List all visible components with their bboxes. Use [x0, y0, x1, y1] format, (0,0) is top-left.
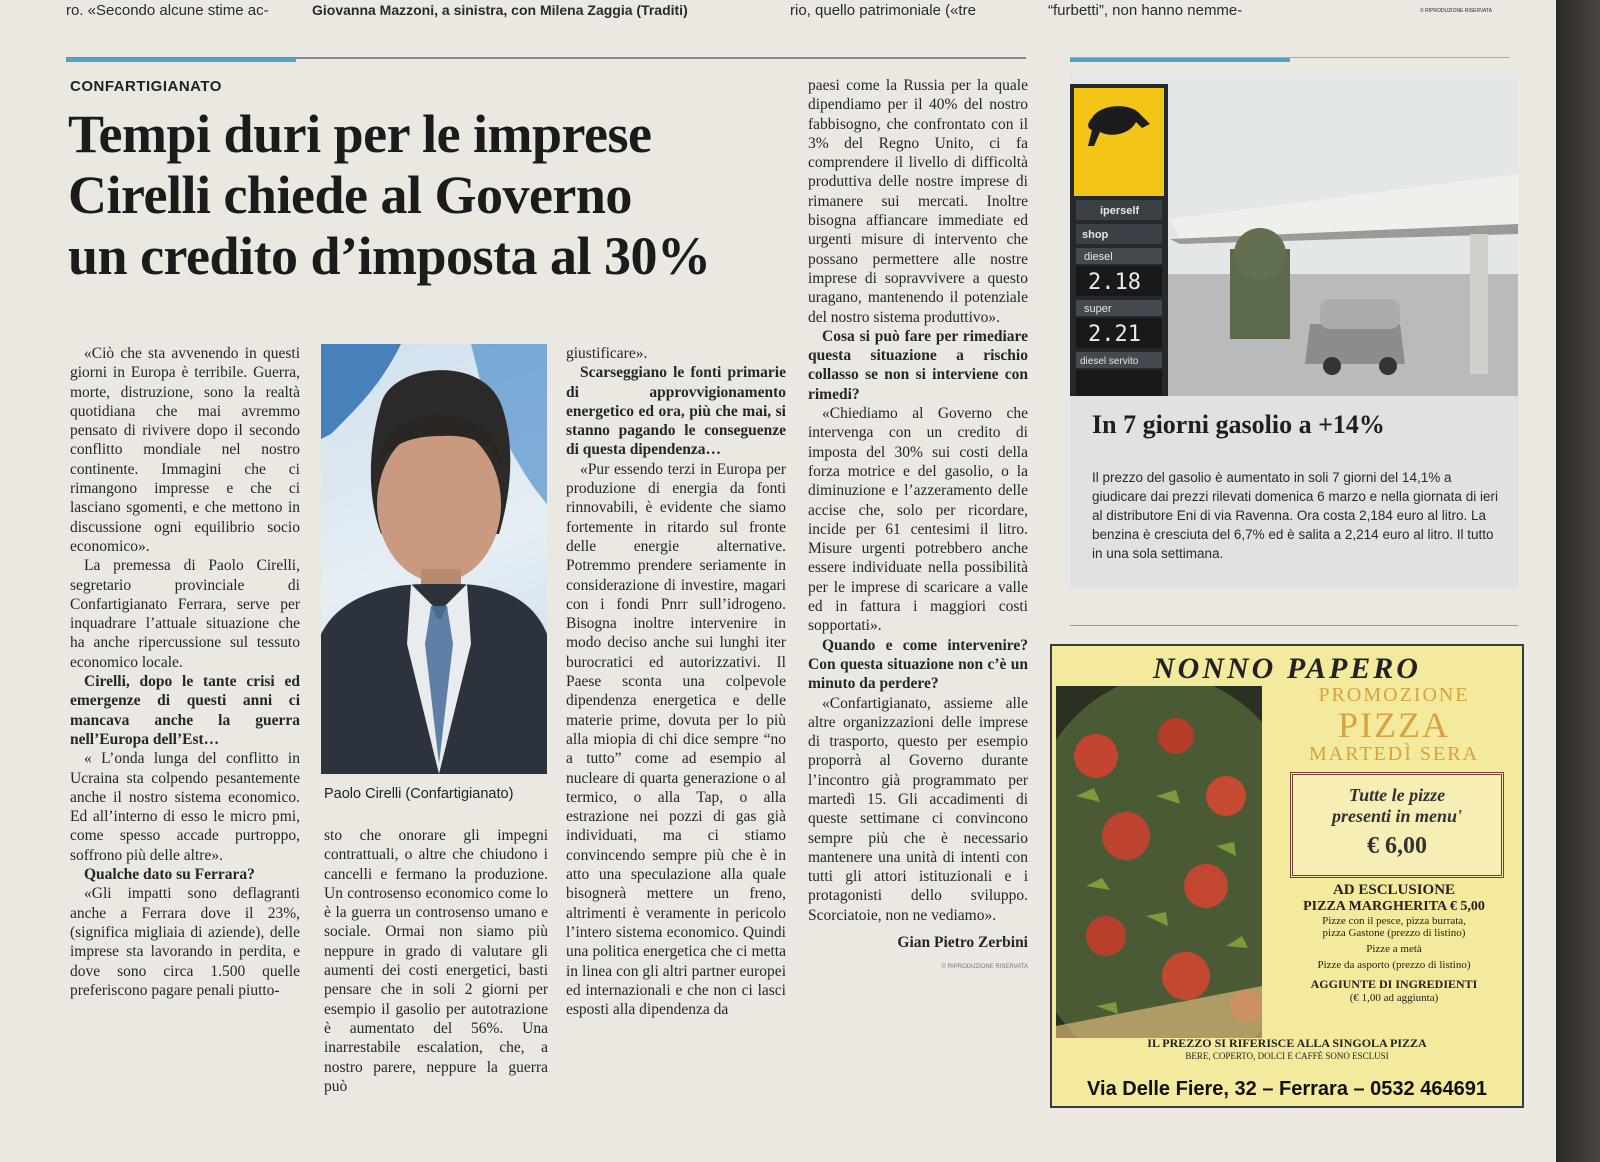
- article-paragraph: «Pur essendo terzi in Europa per produzione di energia da fonti rinnovabili, è evidente che siamo fortemente in ritardo sul fronte delle energie alternative. Potremmo prendere seriamente in considerazione di investire, magari con i fondi Pnrr sull’idrogeno. Bisogna inoltre intervenire in modo deciso anche sui lunghi iter burocratici ed autorizzativi. Il Paese sconta una colpevole dipendenza energetica e delle materie prime, dovuta per lo più alla miopia di chi dice sempre “no a tutto” come ad esempio al nucleare di quarta generazione o al termico, o alla Tap, o alla estrazione nei pozzi di gas già individuati, ma ci stiamo convincendo sempre più che è in atto una speculazione alla quale bisognerà mettere un freno, altrimenti è veramente in pericolo l’intero sistema economico. Quindi una politica energetica che ci metta in linea con gli altri partner europei ed internazionali e che non ci lasci esposti alla dipendenza da: [566, 460, 786, 1019]
- sign-diesel-price: 2.18: [1088, 270, 1141, 295]
- sign-shop1: iperself: [1100, 205, 1140, 217]
- pizza-illustration: [1056, 686, 1262, 1038]
- sign-servito-label: diesel servito: [1080, 356, 1139, 367]
- ad-foot-2: BERE, COPERTO, DOLCI E CAFFÈ SONO ESCLUSI: [1185, 1051, 1389, 1061]
- ad-frame-price: € 6,00: [1367, 833, 1427, 859]
- article-signature: Gian Pietro Zerbini: [897, 934, 1028, 952]
- top-fragment: rio, quello patrimoniale («tre: [790, 2, 976, 19]
- article-paragraph: paesi come la Russia per la quale dipendiamo per il 40% del nostro fabbisogno, che confrontato con il 3% del Regno Unito, ci fa comprendere il livello di difficoltà produttiva delle nostre imprese di rimanere sui mercati. Inoltre bisogna affiancare immediate ed urgenti misure di intervento che possano permettere alle nostre imprese di sopravvivere a questo uragano, mantenendo il potenziale del nostro sistema produttivo».: [808, 77, 1028, 326]
- top-fragment: “furbetti”, non hanno nemme-: [1048, 2, 1243, 19]
- gas-station-illustration: [1070, 74, 1518, 396]
- ad-excl-5: Pizze a metà: [1366, 943, 1422, 955]
- ad-excl-3: Pizze con il pesce, pizza burrata,: [1322, 915, 1466, 927]
- headline-line: Cirelli chiede al Governo: [68, 165, 632, 225]
- ad-title: NONNO PAPERO: [1153, 652, 1421, 685]
- sign-diesel-label: diesel: [1084, 251, 1113, 263]
- article-paragraph: «Ciò che sta avvenendo in questi giorni in Europa è terribile. Guerra, morte, distruzione, sono la realtà quotidiana che mai avremmo pensato di rivivere dopo il secondo conflitto mondiale nel nostro continente. Immagini che ci rimangono impresse e che ci lasciano sgomenti, e che mettono in discussione ogni equilibrio socio economico».: [70, 345, 300, 555]
- top-fragment: Giovanna Mazzoni, a sinistra, con Milena Zaggia (Traditi): [312, 2, 688, 18]
- article-paragraph: sto che onorare gli impegni contrattuali, o altre che chiudono i cancelli e fermano la produzione. Un controsenso economico come lo è la guerra un controsenso umano e sociale. Ormai non siamo più neppure in grado di valutare gli aumenti dei costi energetici, basti pensare che in soli 2 giorni per esempio il gasolio per autotrazione è aumentato del 56%. Una inarrestabile escalation, che, a nostro parere, neppure la guerra può: [324, 827, 548, 1095]
- ad-price-frame: [1290, 772, 1504, 878]
- ad-info: [1264, 882, 1524, 1004]
- ad-excl-6: Pizze da asporto (prezzo di listino): [1317, 959, 1471, 971]
- ad-separator: [1070, 625, 1518, 626]
- article-kicker: CONFARTIGIANATO: [70, 78, 222, 95]
- ad-excl-2: PIZZA MARGHERITA € 5,00: [1303, 899, 1485, 914]
- headline-line: Tempi duri per le imprese: [68, 104, 652, 164]
- top-fragment: ro. «Secondo alcune stime ac-: [66, 2, 269, 19]
- ad-promo: [1268, 684, 1520, 766]
- accent-bar-right: [1070, 58, 1290, 62]
- page-shadow-edge: [1556, 0, 1600, 1162]
- ad-frame-line1: Tutte le pizze: [1348, 785, 1446, 805]
- gas-station-photo: [1070, 74, 1518, 396]
- article-column-2: [324, 826, 548, 1096]
- ad-foot-1: IL PREZZO SI RIFERISCE ALLA SINGOLA PIZZA: [1147, 1036, 1427, 1050]
- ad-add-1: AGGIUNTE DI INGREDIENTI: [1310, 977, 1478, 991]
- gas-box-title: In 7 giorni gasolio a +14%: [1092, 410, 1385, 439]
- top-copyright: © RIPRODUZIONE RISERVATA: [1420, 8, 1492, 14]
- article-paragraph: La premessa di Paolo Cirelli, segretario provinciale di Confartigianato Ferrara, serve per inquadrare l’attuale situazione che ha anche ripercussione sul tessuto economico locale.: [70, 557, 300, 671]
- article-question: Qualche dato su Ferrara?: [84, 866, 255, 884]
- pizza-photo: [1056, 686, 1262, 1038]
- ad-promo-line1: PROMOZIONE: [1318, 684, 1470, 706]
- top-strip: [0, 0, 1556, 26]
- article-question: Cirelli, dopo le tante crisi ed emergenze di questi anni ci mancava anche la guerra nell’Europa dell’Est…: [70, 673, 300, 748]
- ad-excl-4: pizza Gastone (prezzo di listino): [1322, 927, 1466, 939]
- article-paragraph: giustificare».: [566, 345, 648, 362]
- article-column-3: [566, 344, 786, 1019]
- ad-footer: [1052, 1036, 1522, 1061]
- photo-caption: Paolo Cirelli (Confartigianato): [324, 786, 514, 802]
- ad-promo-line2: PIZZA: [1338, 705, 1450, 745]
- article-column-1: [70, 344, 300, 1000]
- article-paragraph: « L’onda lunga del conflitto in Ucraina sta colpendo pesantemente anche il nostro sistema economico. Ed all’interno di esso le micro pmi, come spesso accade purtroppo, soffrono più delle altre».: [70, 750, 300, 864]
- article-column-4: [808, 76, 1028, 978]
- ad-add-2: (€ 1,00 ad aggiunta): [1349, 992, 1439, 1004]
- article-question: Quando e come intervenire? Con questa situazione non c’è un minuto da perdere?: [808, 636, 1028, 693]
- sign-super-label: super: [1084, 303, 1112, 315]
- gas-box-text: Il prezzo del gasolio è aumentato in soli 7 giorni del 14,1% a giudicare dai prezzi rilevati domenica 6 marzo e nella giornata di ieri al distributore Eni di via Ravenna. Ora costa 2,184 euro al litro. La benzina è cresciuta del 6,7% ed è salita a 2,214 euro al litro. Il tutto in una sola settimana.: [1092, 470, 1498, 561]
- portrait-photo: [321, 344, 547, 774]
- ad-promo-line3: MARTEDÌ SERA: [1308, 743, 1480, 765]
- ad-frame-line2: presenti in menu': [1331, 806, 1463, 826]
- sign-super-price: 2.21: [1088, 322, 1141, 347]
- sign-shop2: shop: [1082, 229, 1109, 241]
- article-paragraph: «Confartigianato, assieme alle altre organizzazioni delle imprese di trasporto, questo per esempio proporrà al Governo durante l’incontro già programmato per martedì 15. Gli accadimenti di queste settimane ci convincono sempre più che è necessario mantenere una unità di intenti con tutti gli attori istituzionali e i protagonisti dello sviluppo. Scorciatoie, non ne vediamo».: [808, 694, 1028, 924]
- article-headline: [68, 104, 808, 287]
- headline-line: un credito d’imposta al 30%: [68, 226, 711, 286]
- article-question: Scarseggiano le fonti primarie di approvvigionamento energetico ed ora, più che mai, si stanno pagando le conseguenze di questa dipendenza…: [566, 364, 786, 459]
- accent-bar: [66, 58, 296, 62]
- article-copyright: © RIPRODUZIONE RISERVATA: [941, 964, 1028, 971]
- ad-address: Via Delle Fiere, 32 – Ferrara – 0532 464691: [1087, 1078, 1487, 1100]
- article-question: Cosa si può fare per rimediare questa situazione a rischio collasso se non si interviene con rimedi?: [808, 327, 1028, 403]
- article-paragraph: «Gli impatti sono deflagranti anche a Ferrara dove il 23%, (significa migliaia di aziende), delle imprese sta lavorando in perdita, e dove sono circa 1.500 quelle preferiscono pagare penali piutto-: [70, 885, 300, 999]
- portrait-illustration: [321, 344, 547, 774]
- gas-price-box: [1070, 396, 1518, 588]
- pizza-advertisement: [1050, 644, 1524, 1108]
- ad-excl-1: AD ESCLUSIONE: [1332, 882, 1456, 898]
- article-paragraph: «Chiediamo al Governo che intervenga con un credito di imposta del 30% sui costi della forza motrice e del gasolio, o la diminuzione e l’azzeramento delle accise che, solo per ricordare, incide per 61 centesimi il litro. Misure urgenti potrebbero anche essere individuate nella possibilità per le imprese di scaricare a valle ed in fattura i maggiori costi sopportati».: [808, 405, 1028, 635]
